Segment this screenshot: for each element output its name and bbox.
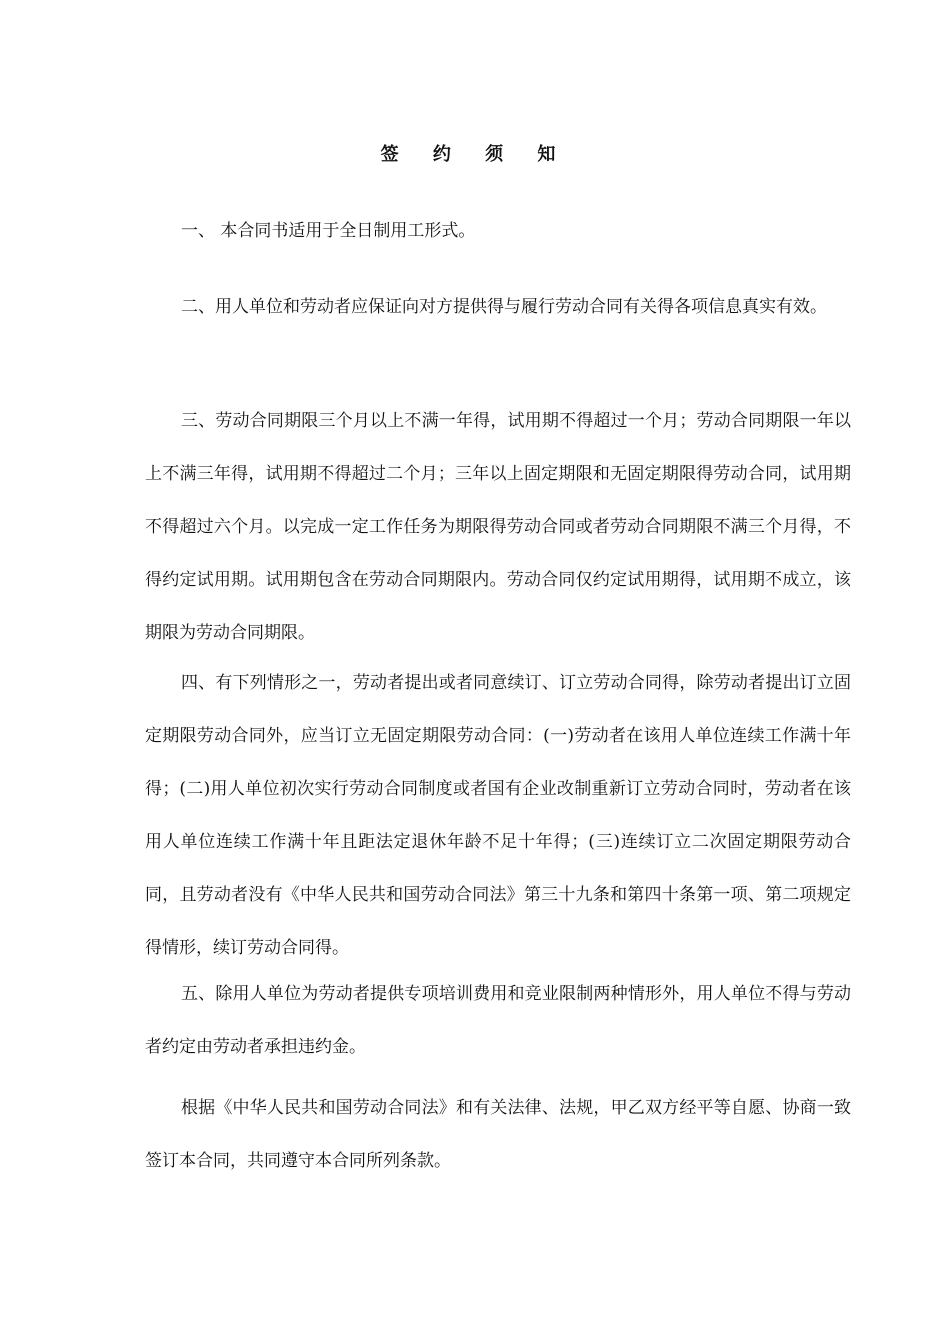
document-title: 签 约 须 知 <box>380 144 570 165</box>
paragraph-5: 五、除用人单位为劳动者提供专项培训费用和竞业限制两种情形外，用人单位不得与劳动者约定由劳动者承担违约金。 <box>145 984 851 1057</box>
paragraph-2: 二、用人单位和劳动者应保证向对方提供得与履行劳动合同有关得各项信息真实有效。 <box>181 297 827 317</box>
paragraph-1: 一、 本合同书适用于全日制用工形式。 <box>181 221 476 241</box>
paragraph-3: 三、劳动合同期限三个月以上不满一年得，试用期不得超过一个月；劳动合同期限一年以上不满三年得，试用期不得超过二个月；三年以上固定期限和无固定期限得劳动合同，试用期不得超过六个月。以完成一定工作任务为期限得劳动合同或者劳动合同期限不满三个月得，不得约定试用期。试用期包含在劳动合同期限内。劳动合同仅约定试用期得，试用期不成立，该期限为劳动合同期限。 <box>145 411 851 643</box>
paragraph-6: 根据《中华人民共和国劳动合同法》和有关法律、法规，甲乙双方经平等自愿、协商一致签订本合同，共同遵守本合同所列条款。 <box>145 1098 851 1171</box>
paragraph-4: 四、有下列情形之一，劳动者提出或者同意续订、订立劳动合同得，除劳动者提出订立固定期限劳动合同外，应当订立无固定期限劳动合同：(一)劳动者在该用人单位连续工作满十年得；(二)用人单位初次实行劳动合同制度或者国有企业改制重新订立劳动合同时，劳动者在该用人单位连续工作满十年且距法定退休年龄不足十年得；(三)连续订立二次固定期限劳动合同，且劳动者没有《中华人民共和国劳动合同法》第三十九条和第四十条第一项、第二项规定得情形，续订劳动合同得。 <box>145 673 851 958</box>
